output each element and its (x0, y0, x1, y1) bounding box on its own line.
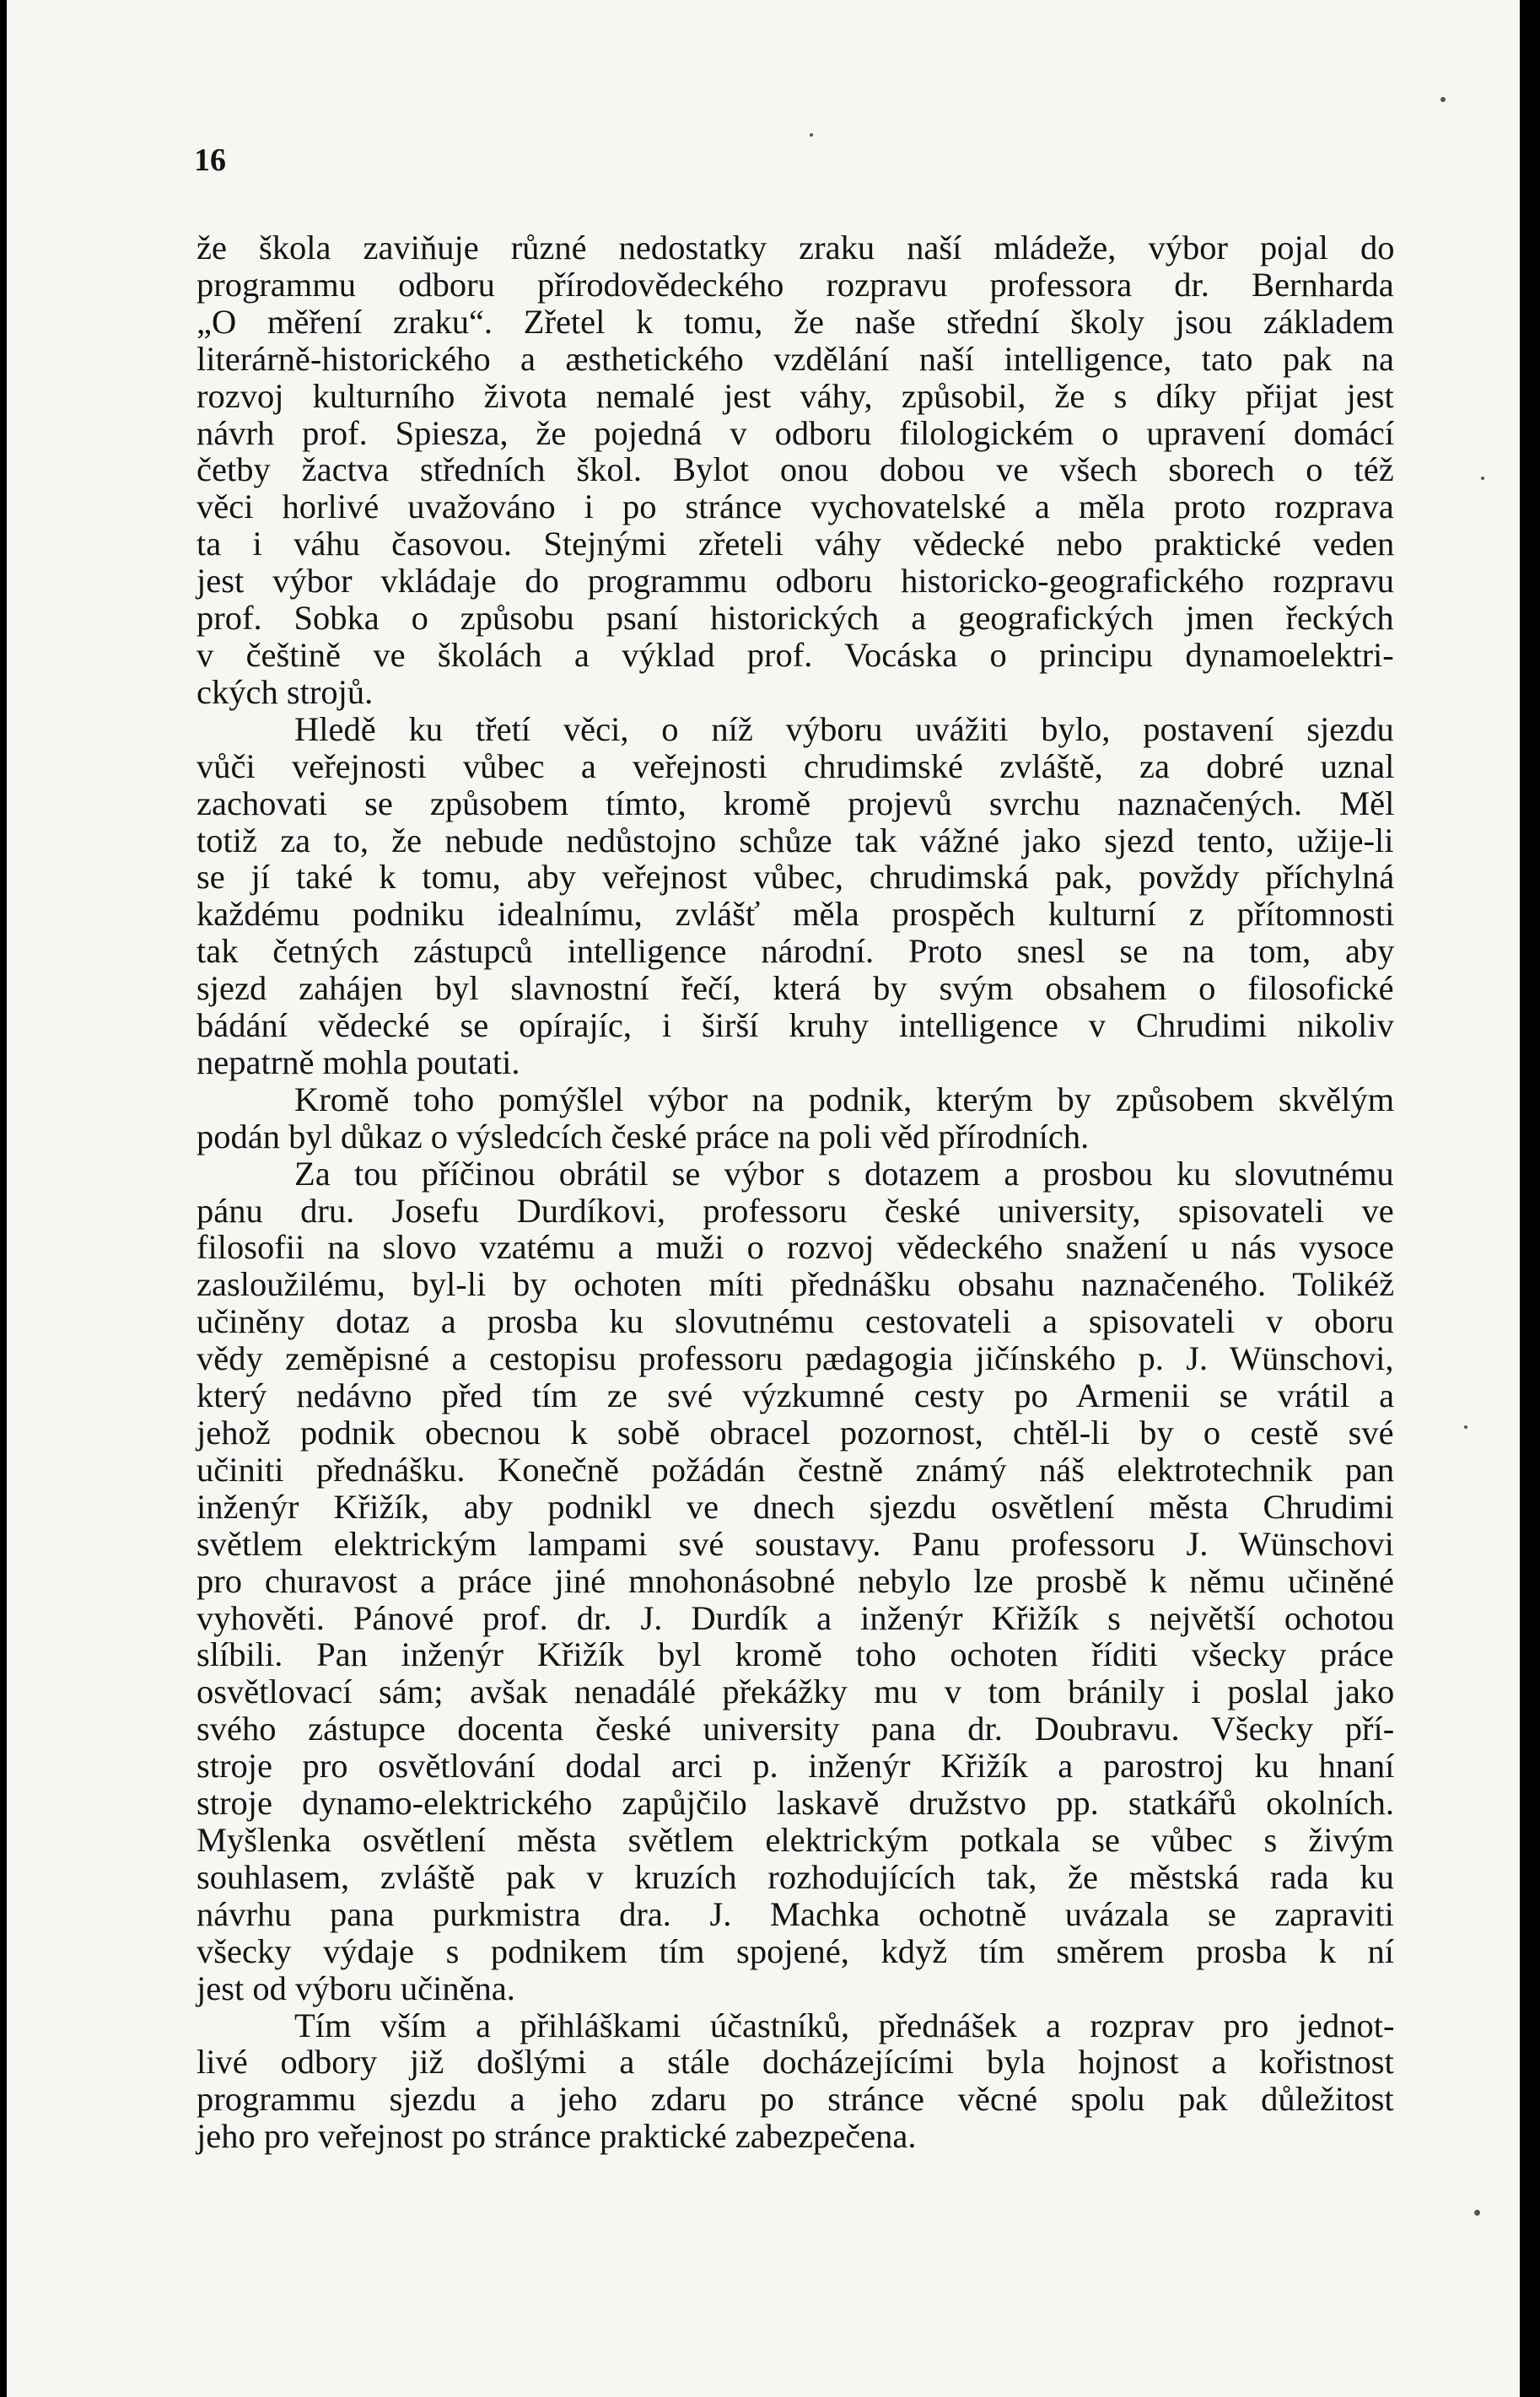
text-line: osvětlovací sám; avšak nenadálé překážky mu v tom bránily i poslal jako (197, 1673, 1395, 1711)
text-line: návrh prof. Spiesza, že pojedná v odboru filologickém o upravení domácí (197, 413, 1395, 452)
text-line: se jí také k tomu, aby veřejnost vůbec, chrudimská pak, povždy příchylná (197, 858, 1395, 897)
text-line: ckých strojů. (197, 672, 374, 711)
text-line: inženýr Křižík, aby podnikl ve dnech sjezdu osvětlení města Chrudimi (197, 1487, 1394, 1526)
text-line: Kromě toho pomýšlel výbor na podnik, kterým by způsobem skvělým (294, 1080, 1395, 1118)
text-line: návrhu pana purkmistra dra. J. Machka ochotně uvázala se zapraviti (197, 1894, 1394, 1933)
text-line: literárně-historického a æsthetického vzdělání naší intelligence, tato pak na (197, 339, 1394, 378)
text-line: Za tou příčinou obrátil se výbor s dotazem a prosbou ku slovutnému (294, 1154, 1394, 1193)
text-line: vyhověti. Pánové prof. dr. J. Durdík a inženýr Křižík s největší ochotou (197, 1598, 1395, 1637)
text-line: pánu dru. Josefu Durdíkovi, professoru české university, spisovateli ve (197, 1191, 1394, 1230)
text-line: že škola zaviňuje různé nedostatky zraku naší mládeže, výbor pojal do (197, 229, 1395, 267)
text-line: světlem elektrickým lampami své soustavy. Panu professoru J. Wünschovi (197, 1524, 1394, 1563)
text-line: programmu odboru přírodovědeckého rozpravu professora dr. Bernharda (197, 265, 1394, 304)
text-line: programmu sjezdu a jeho zdaru po stránce věcné spolu pak důležitost (197, 2080, 1394, 2119)
text-line: zachovati se způsobem tímto, kromě projevů svrchu naznačených. Měl (197, 784, 1395, 822)
paragraph (197, 711, 1394, 1081)
body-text (197, 229, 1394, 2155)
text-line: tak četných zástupců intelligence národní. Proto snesl se na tom, aby (197, 932, 1395, 971)
text-line: stroje pro osvětlování dodal arci p. inženýr Křižík a parostroj ku hnaní (197, 1747, 1395, 1786)
text-line: vědy zeměpisné a cestopisu professoru pædagogia jičínského p. J. Wünschovi, (197, 1339, 1394, 1378)
scan-speck (1474, 2210, 1480, 2216)
text-line: jeho pro veřejnost po stránce praktické zabezpečena. (197, 2117, 917, 2156)
text-line: který nedávno před tím ze své výzkumné cesty po Armenii se vrátil a (197, 1376, 1395, 1415)
text-line: podán byl důkaz o výsledcích české práce na poli věd přírodních. (197, 1117, 1090, 1155)
text-line: zasloužilému, byl-li by ochoten míti přednášku obsahu naznačeného. Tolikéž (197, 1265, 1395, 1304)
page-number: 16 (194, 143, 226, 178)
text-line: prof. Sobka o způsobu psaní historických a geografických jmen řeckých (197, 599, 1394, 638)
text-line: „O měření zraku“. Zřetel k tomu, že naše střední školy jsou základem (197, 302, 1394, 341)
text-line: všecky výdaje s podnikem tím spojené, když tím směrem prosba k ní (197, 1931, 1395, 1970)
text-line: nepatrně mohla poutati. (197, 1042, 520, 1081)
text-line: jest výbor vkládaje do programmu odboru historicko-geografického rozpravu (197, 562, 1394, 601)
text-line: svého zástupce docenta české university pana dr. Doubravu. Všecky pří- (197, 1710, 1395, 1748)
text-line: souhlasem, zvláště pak v kruzích rozhodujících tak, že městská rada ku (197, 1857, 1394, 1896)
text-line: v češtině ve školách a výklad prof. Vocáska o principu dynamoelektri- (197, 635, 1394, 674)
text-line: jehož podnik obecnou k sobě obracel pozornost, chtěl-li by o cestě své (197, 1414, 1394, 1452)
text-line: jest od výboru učiněna. (197, 1969, 515, 2007)
text-line: slíbili. Pan inženýr Křižík byl kromě toho ochoten říditi všecky práce (197, 1635, 1394, 1674)
scan-speck (1481, 477, 1484, 480)
text-line: Myšlenka osvětlení města světlem elektrickým potkala se vůbec s živým (197, 1820, 1394, 1859)
text-line: ta i váhu časovou. Stejnými zřeteli váhy vědecké nebo praktické veden (197, 525, 1395, 563)
text-line: bádání vědecké se opírajíc, i širší kruhy intelligence v Chrudimi nikoliv (197, 1006, 1394, 1045)
text-line: Tím vším a přihláškami účastníků, přednášek a rozprav pro jednot- (294, 2006, 1395, 2044)
text-line: vůči veřejnosti vůbec a veřejnosti chrudimské zvláště, za dobré uznal (197, 746, 1395, 785)
text-line: totiž za to, že nebude nedůstojno schůze tak vážné jako sjezd tento, užije-li (197, 821, 1394, 859)
paragraph (197, 229, 1394, 711)
paragraph (197, 1155, 1394, 2007)
paragraph (197, 2007, 1394, 2156)
text-line: učiniti přednášku. Konečně požádán čestně známý náš elektrotechnik pan (197, 1450, 1395, 1489)
text-line: pro churavost a práce jiné mnohonásobné nebylo lze prosbě k němu učiněné (197, 1561, 1394, 1600)
text-line: stroje dynamo-elektrického zapůjčilo laskavě družstvo pp. statkářů okolních. (197, 1784, 1394, 1823)
text-line: livé odbory již došlými a stále docházejícími byla hojnost a kořistnost (197, 2043, 1394, 2082)
text-line: věci horlivé uvažováno i po stránce vychovatelské a měla proto rozprava (197, 487, 1394, 526)
scan-speck (1440, 97, 1446, 102)
text-line: filosofii na slovo vzatému a muži o rozvoj vědeckého snažení u nás vysoce (197, 1228, 1394, 1267)
text-line: sjezd zahájen byl slavnostní řečí, která by svým obsahem o filosofické (197, 969, 1394, 1008)
paragraph (197, 1081, 1394, 1155)
scan-speck (810, 133, 813, 137)
scanned-page (7, 0, 1520, 2397)
text-line: rozvoj kulturního života nemalé jest váhy, způsobil, že s díky přijat jest (197, 376, 1394, 415)
text-line: učiněny dotaz a prosba ku slovutnému cestovateli a spisovateli v oboru (197, 1302, 1394, 1341)
scan-speck (1464, 1425, 1467, 1429)
scan-right-border (1520, 0, 1540, 2397)
text-line: četby žactva středních škol. Bylot onou dobou ve všech sborech o též (197, 450, 1394, 489)
text-line: Hledě ku třetí věci, o níž výboru uvážiti bylo, postavení sjezdu (294, 709, 1394, 748)
text-line: každému podniku idealnímu, zvlášť měla prospěch kulturní z přítomnosti (197, 895, 1395, 934)
